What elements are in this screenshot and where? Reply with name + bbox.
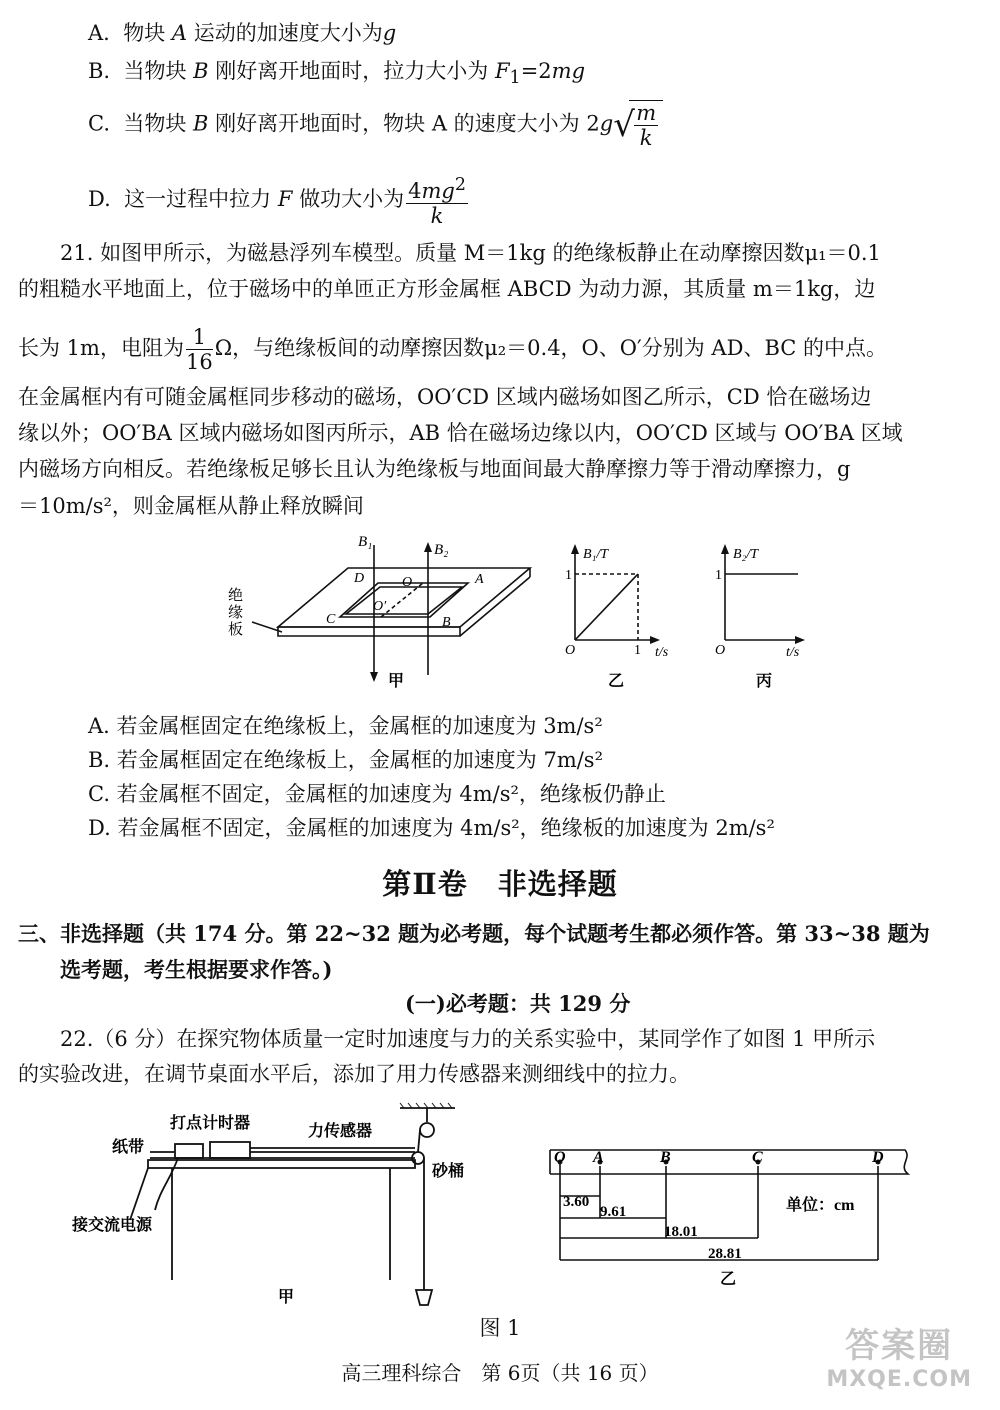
bing-origin: O <box>715 643 726 658</box>
label-o-prime: O′ <box>373 599 387 614</box>
section3-subtitle: (一)必考题：共 129 分 <box>405 991 631 1016</box>
yi-xlabel: t/s <box>655 645 669 660</box>
page-footer: 高三理科综合 第 6页（共 16 页） <box>341 1361 659 1385</box>
magnet-board-diagram <box>252 545 530 680</box>
figure1 <box>60 1100 940 1310</box>
label-timer: 打点计时器 <box>170 1115 251 1132</box>
dist-od: 28.81 <box>708 1246 742 1262</box>
q21-line3: 长为 1m，电阻为 $\frac{1}{16}$ Ω，与绝缘板间的动摩擦因数μ₂＝0.4，O、O′分别为 AD、BC 的中点。 <box>18 325 888 374</box>
label-board-2: 缘 <box>228 605 244 621</box>
q21-option-a: A. 若金属框固定在绝缘板上，金属框的加速度为 3m/s² <box>88 714 603 738</box>
label-board-3: 板 <box>228 622 244 638</box>
section2-title: 第Ⅱ卷 非选择题 <box>382 867 618 901</box>
bing-ylabel: B₂/T <box>733 547 759 562</box>
tape-unit: 单位：cm <box>786 1197 855 1214</box>
figure1-caption: 图 1 <box>479 1316 521 1340</box>
q22-line1: 22.（6 分）在探究物体质量一定时加速度与力的关系实验中，某同学作了如图 1 甲所示 <box>60 1027 876 1051</box>
q21-line6: 内磁场方向相反。若绝缘板足够长且认为绝缘板与地面间最大静摩擦力等于滑动摩擦力，g <box>18 457 851 481</box>
label-sensor: 力传感器 <box>308 1123 373 1140</box>
label-jia: 甲 <box>278 1289 295 1306</box>
label-b: B <box>442 615 451 630</box>
apparatus-diagram <box>130 1108 455 1305</box>
q21-line5: 缘以外；OO′BA 区域内磁场如图丙所示，AB 恰在磁场边缘以内，OO′CD 区域与 OO′BA 区域 <box>18 421 903 445</box>
q20-option-d: D. 这一过程中拉力 F 做功大小为 $\frac{4mg^2}{k}$ <box>88 175 466 228</box>
label-power: 接交流电源 <box>72 1217 153 1234</box>
tape-label-c: C <box>752 1149 763 1166</box>
tape-label-d: D <box>872 1149 884 1166</box>
tape-label-b: B <box>660 1149 671 1166</box>
tape-dots <box>558 1160 881 1165</box>
q20-option-b: B. 当物块 B 刚好离开地面时，拉力大小为 $F_1=2mg$ <box>88 59 586 89</box>
dist-ob: 9.61 <box>600 1204 627 1220</box>
bing-tick-y: 1 <box>715 568 722 583</box>
yi-tick-y: 1 <box>565 568 572 583</box>
label-d: D <box>354 571 365 586</box>
label-jia: 甲 <box>388 673 405 690</box>
label-bucket: 砂桶 <box>432 1163 465 1180</box>
label-b1: B₁ <box>358 534 373 550</box>
watermark-logo: 答案圈 MXQE.COM <box>826 1326 972 1392</box>
label-o: O <box>402 575 413 590</box>
q20-option-a: A. 物块 A 运动的加速度大小为g <box>88 21 397 45</box>
section3-line1: 三、非选择题（共 174 分。第 22~32 题为必考题，每个试题考生都必须作答。第 33~38 题为 <box>18 921 930 946</box>
tape-label-o: O <box>554 1149 566 1166</box>
q21-option-b: B. 若金属框固定在绝缘板上，金属框的加速度为 7m/s² <box>88 748 604 772</box>
yi-ylabel: B₁/T <box>583 547 609 562</box>
graph-yi <box>575 550 655 640</box>
label-tape: 纸带 <box>112 1139 145 1156</box>
q21-line4: 在金属框内有可随金属框同步移动的磁场，OO′CD 区域内磁场如图乙所示，CD 恰在磁场边 <box>18 385 872 409</box>
section3-line2: 选考题，考生根据要求作答。) <box>60 957 333 982</box>
graph-bing <box>725 550 800 640</box>
q21-option-d: D. 若金属框不固定，金属框的加速度为 4m/s²，绝缘板的加速度为 2m/s² <box>88 816 775 840</box>
q21-figure <box>200 530 820 700</box>
q22-line2: 的实验改进，在调节桌面水平后，添加了用力传感器来测细线中的拉力。 <box>18 1062 690 1086</box>
q20-option-c: C. 当物块 B 刚好离开地面时，物块 A 的速度大小为 2g √ $\frac{m}{k}$ <box>88 100 663 150</box>
q21-line1: 21. 如图甲所示，为磁悬浮列车模型。质量 M＝1kg 的绝缘板静止在动摩擦因数μ₁＝0.1 <box>60 241 881 265</box>
label-yi: 乙 <box>608 673 625 690</box>
label-b2: B₂ <box>434 542 449 558</box>
q21-option-c: C. 若金属框不固定，金属框的加速度为 4m/s²，绝缘板仍静止 <box>88 782 666 806</box>
q21-line7: ＝10m/s²，则金属框从静止释放瞬间 <box>18 494 364 518</box>
bing-xlabel: t/s <box>786 645 800 660</box>
label-yi: 乙 <box>720 1271 737 1288</box>
label-board-1: 绝 <box>228 588 244 604</box>
yi-tick-x: 1 <box>634 643 641 658</box>
dist-oc: 18.01 <box>664 1224 698 1240</box>
yi-origin: O <box>565 643 576 658</box>
label-a: A <box>475 572 484 587</box>
label-bing: 丙 <box>756 673 773 690</box>
q21-line2: 的粗糙水平地面上，位于磁场中的单匝正方形金属框 ABCD 为动力源，其质量 m＝1kg，边 <box>18 277 876 301</box>
dist-oa: 3.60 <box>563 1194 590 1210</box>
label-c: C <box>326 612 336 627</box>
tape-label-a: A <box>593 1149 604 1166</box>
